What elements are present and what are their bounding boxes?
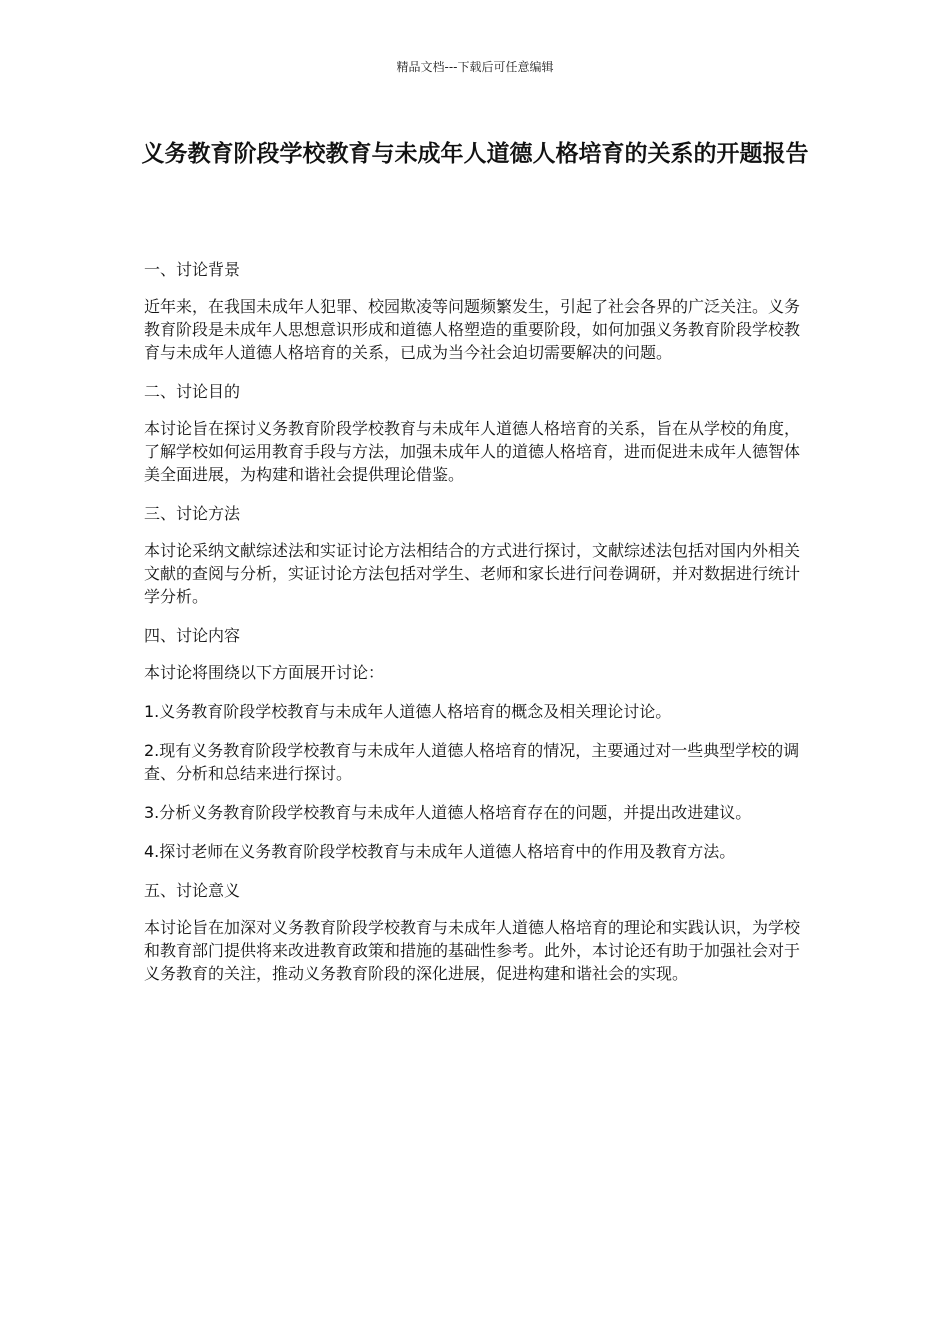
document-body [144, 258, 808, 1001]
section-heading-purpose: 二、讨论目的 [144, 382, 241, 401]
section-body-purpose: 本讨论旨在探讨义务教育阶段学校教育与未成年人道德人格培育的关系，旨在从学校的角度，了解学校如何运用教育手段与方法，加强未成年人的道德人格培育，进而促进未成年人德智体美全面进展，为构建和谐社会提供理论借鉴。 [144, 419, 801, 484]
section-heading-background: 一、讨论背景 [144, 260, 241, 279]
section-intro-content: 本讨论将围绕以下方面展开讨论： [144, 663, 385, 682]
section-heading-significance: 五、讨论意义 [144, 881, 241, 900]
content-list-item: 4.探讨老师在义务教育阶段学校教育与未成年人道德人格培育中的作用及教育方法。 [144, 842, 736, 861]
section-heading-content: 四、讨论内容 [144, 626, 241, 645]
content-list-item: 3.分析义务教育阶段学校教育与未成年人道德人格培育存在的问题，并提出改进建议。 [144, 803, 752, 822]
section-body-significance: 本讨论旨在加深对义务教育阶段学校教育与未成年人道德人格培育的理论和实践认识，为学校和教育部门提供将来改进教育政策和措施的基础性参考。此外，本讨论还有助于加强社会对于义务教育的关注，推动义务教育阶段的深化进展，促进构建和谐社会的实现。 [144, 918, 801, 983]
document-title: 义务教育阶段学校教育与未成年人道德人格培育的关系的开题报告 [141, 141, 809, 167]
content-list-item: 1.义务教育阶段学校教育与未成年人道德人格培育的概念及相关理论讨论。 [144, 702, 672, 721]
section-heading-method: 三、讨论方法 [144, 504, 241, 523]
header-note: 精品文档---下载后可任意编辑 [396, 60, 554, 74]
section-body-background: 近年来，在我国未成年人犯罪、校园欺凌等问题频繁发生，引起了社会各界的广泛关注。义务教育阶段是未成年人思想意识形成和道德人格塑造的重要阶段，如何加强义务教育阶段学校教育与未成年人道德人格培育的关系，已成为当今社会迫切需要解决的问题。 [144, 297, 801, 362]
section-body-method: 本讨论采纳文献综述法和实证讨论方法相结合的方式进行探讨，文献综述法包括对国内外相关文献的查阅与分析，实证讨论方法包括对学生、老师和家长进行问卷调研，并对数据进行统计学分析。 [144, 541, 801, 606]
content-list-item: 2.现有义务教育阶段学校教育与未成年人道德人格培育的情况，主要通过对一些典型学校的调查、分析和总结来进行探讨。 [144, 741, 800, 783]
